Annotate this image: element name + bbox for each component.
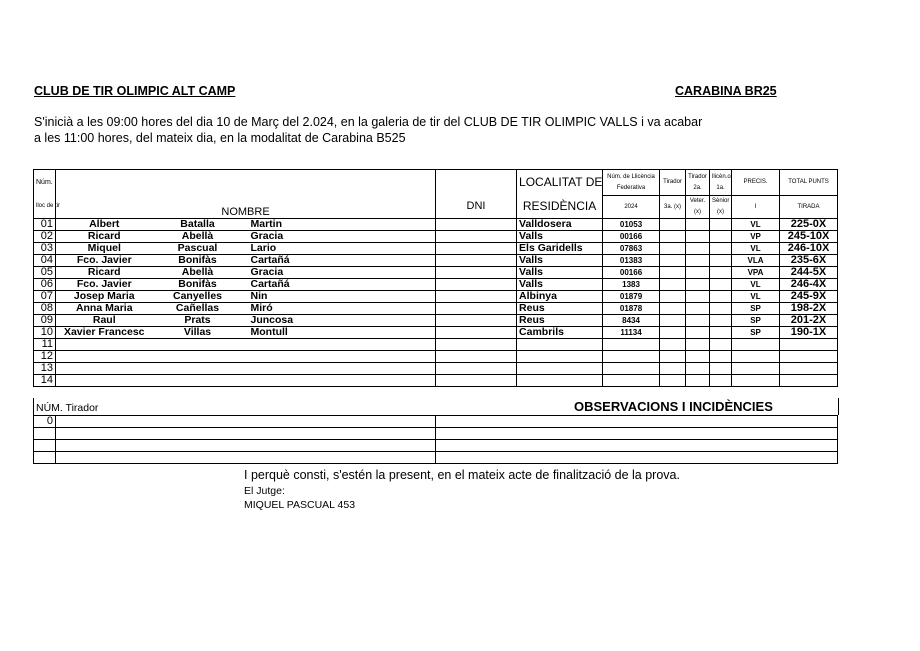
table-row: [34, 231, 838, 243]
row-first-name: Ricard: [56, 267, 153, 279]
observation-shooter: [56, 428, 436, 440]
intro-line-1: S'inicià a les 09:00 hores del dia 10 de Març del 2.024, en la galeria de tir del CLUB DE TIR OLIMPIC VALLS i va acabar: [34, 115, 703, 129]
row-points: [780, 375, 838, 387]
row-num: 12: [34, 351, 56, 363]
table-row: [34, 219, 838, 231]
row-cat-veter: [686, 327, 710, 339]
row-precision: [732, 351, 780, 363]
row-cat-3a: [660, 231, 686, 243]
row-cat-3a: [660, 219, 686, 231]
row-precision: VLA: [732, 255, 780, 267]
row-cat-veter: [686, 291, 710, 303]
observation-shooter: [56, 452, 436, 464]
observation-shooter: [56, 440, 436, 452]
row-num: 01: [34, 219, 56, 231]
observation-num: [34, 452, 56, 464]
row-cat-senior: [710, 243, 732, 255]
row-cat-3a: [660, 375, 686, 387]
modality-title: CARABINA BR25: [675, 84, 777, 98]
row-cat-senior: [710, 279, 732, 291]
row-license: 1383: [603, 279, 660, 291]
row-surname-2: Gracia: [243, 231, 436, 243]
row-cat-senior: [710, 351, 732, 363]
row-precision: VL: [732, 279, 780, 291]
row-first-name: Fco. Javier: [56, 279, 153, 291]
table-row: [34, 327, 838, 339]
row-num: 03: [34, 243, 56, 255]
row-cat-veter: [686, 315, 710, 327]
row-cat-3a: [660, 327, 686, 339]
row-points: 245-10X: [780, 231, 838, 243]
observation-num: 0: [34, 416, 56, 428]
row-points: 190-1X: [780, 327, 838, 339]
row-town: Els Garidells: [517, 243, 603, 255]
row-num: 14: [34, 375, 56, 387]
observation-num: [34, 440, 56, 452]
row-surname-2: [243, 375, 436, 387]
table-row: [34, 267, 838, 279]
judge-name: MIQUEL PASCUAL 453: [244, 499, 356, 511]
observation-row: [34, 452, 838, 464]
header-row-1: [34, 170, 838, 196]
col-llicencia-bottom: 2024: [603, 196, 660, 219]
row-town: Valldosera: [517, 219, 603, 231]
row-first-name: Miquel: [56, 243, 153, 255]
row-points: [780, 351, 838, 363]
row-town: Cambrils: [517, 327, 603, 339]
row-surname-2: [243, 351, 436, 363]
row-surname-1: [153, 351, 243, 363]
col-precis-top: PRECIS.: [732, 170, 780, 196]
row-points: 244-5X: [780, 267, 838, 279]
observation-text: [436, 452, 838, 464]
row-first-name: [56, 363, 153, 375]
row-cat-senior: [710, 303, 732, 315]
row-num: 08: [34, 303, 56, 315]
row-cat-veter: [686, 267, 710, 279]
row-num: 05: [34, 267, 56, 279]
row-dni: [436, 219, 517, 231]
row-cat-3a: [660, 351, 686, 363]
row-precision: SP: [732, 327, 780, 339]
row-surname-2: Juncosa: [243, 315, 436, 327]
row-cat-3a: [660, 255, 686, 267]
row-first-name: [56, 375, 153, 387]
row-first-name: Josep Maria: [56, 291, 153, 303]
row-cat-veter: [686, 219, 710, 231]
row-surname-1: [153, 339, 243, 351]
row-surname-2: Lario: [243, 243, 436, 255]
row-precision: VPA: [732, 267, 780, 279]
results-table: [33, 169, 838, 387]
observation-row: [34, 440, 838, 452]
row-town: Reus: [517, 315, 603, 327]
row-cat-3a: [660, 339, 686, 351]
row-num: 06: [34, 279, 56, 291]
observations-table: [33, 415, 838, 464]
row-cat-veter: [686, 375, 710, 387]
row-cat-senior: [710, 315, 732, 327]
row-cat-senior: [710, 327, 732, 339]
row-precision: SP: [732, 303, 780, 315]
row-num: 11: [34, 339, 56, 351]
observations-label: NÚM. Tirador: [36, 402, 99, 414]
table-row: [34, 351, 838, 363]
row-cat-veter: [686, 243, 710, 255]
row-cat-senior: [710, 231, 732, 243]
observation-text: [436, 440, 838, 452]
table-row: [34, 279, 838, 291]
club-title: CLUB DE TIR OLIMPIC ALT CAMP: [34, 84, 236, 98]
row-cat-senior: [710, 375, 732, 387]
row-num: 07: [34, 291, 56, 303]
table-row: [34, 363, 838, 375]
row-surname-1: Villas: [153, 327, 243, 339]
row-town: Albinya: [517, 291, 603, 303]
row-license: 01053: [603, 219, 660, 231]
col-tirador2-top: Tirador 2a.: [686, 170, 710, 196]
row-points: [780, 339, 838, 351]
row-dni: [436, 375, 517, 387]
row-points: 201-2X: [780, 315, 838, 327]
row-dni: [436, 303, 517, 315]
table-row: [34, 255, 838, 267]
table-row: [34, 291, 838, 303]
row-cat-senior: [710, 339, 732, 351]
col-senior: Sènior (x): [710, 196, 732, 219]
row-surname-1: Abellà: [153, 231, 243, 243]
row-first-name: Anna Maria: [56, 303, 153, 315]
row-cat-veter: [686, 303, 710, 315]
row-precision: VL: [732, 219, 780, 231]
row-cat-senior: [710, 255, 732, 267]
row-town: Valls: [517, 279, 603, 291]
col-llicen-top: llicèn.o 1a.: [710, 170, 732, 196]
row-dni: [436, 267, 517, 279]
row-precision: VP: [732, 231, 780, 243]
row-cat-veter: [686, 339, 710, 351]
row-points: 245-9X: [780, 291, 838, 303]
observation-text: [436, 416, 838, 428]
row-license: [603, 375, 660, 387]
header-row-2: [34, 196, 838, 219]
row-points: 246-4X: [780, 279, 838, 291]
row-num: 13: [34, 363, 56, 375]
row-surname-1: Bonifàs: [153, 255, 243, 267]
row-town: [517, 351, 603, 363]
row-license: 07863: [603, 243, 660, 255]
row-license: [603, 351, 660, 363]
row-first-name: Ricard: [56, 231, 153, 243]
col-precis-bottom: I: [732, 196, 780, 219]
row-license: 11134: [603, 327, 660, 339]
row-surname-1: Pascual: [153, 243, 243, 255]
row-precision: SP: [732, 315, 780, 327]
row-first-name: Xavier Francesc: [56, 327, 153, 339]
col-dni-top: [436, 170, 517, 196]
col-nombre-top: [56, 170, 436, 196]
row-dni: [436, 291, 517, 303]
row-cat-3a: [660, 315, 686, 327]
row-dni: [436, 339, 517, 351]
intro-line-2: a les 11:00 hores, del mateix dia, en la modalitat de Carabina B525: [34, 131, 406, 145]
row-surname-1: Bonifàs: [153, 279, 243, 291]
row-points: 198-2X: [780, 303, 838, 315]
row-points: 246-10X: [780, 243, 838, 255]
row-town: Valls: [517, 255, 603, 267]
observations-title: OBSERVACIONS I INCIDÈNCIES: [574, 399, 773, 414]
row-town: Valls: [517, 231, 603, 243]
table-row: [34, 375, 838, 387]
row-precision: VL: [732, 291, 780, 303]
col-num-bottom: lloc de tir: [34, 196, 56, 219]
row-town: Reus: [517, 303, 603, 315]
table-row: [34, 315, 838, 327]
observation-text: [436, 428, 838, 440]
row-license: 01878: [603, 303, 660, 315]
row-cat-senior: [710, 267, 732, 279]
row-cat-3a: [660, 267, 686, 279]
row-cat-veter: [686, 351, 710, 363]
row-town: [517, 375, 603, 387]
row-surname-1: Batalla: [153, 219, 243, 231]
row-dni: [436, 255, 517, 267]
row-first-name: Albert: [56, 219, 153, 231]
row-surname-2: [243, 339, 436, 351]
col-sa: 3a. (x): [660, 196, 686, 219]
row-cat-veter: [686, 279, 710, 291]
row-num: 10: [34, 327, 56, 339]
col-tirador-top: Tirador: [660, 170, 686, 196]
row-dni: [436, 231, 517, 243]
row-num: 04: [34, 255, 56, 267]
col-localitat-top: LOCALITAT DE: [517, 170, 603, 196]
row-license: 00166: [603, 231, 660, 243]
col-localitat-bottom: RESIDÈNCIA: [517, 196, 603, 219]
row-cat-3a: [660, 243, 686, 255]
observation-num: [34, 428, 56, 440]
row-surname-2: [243, 363, 436, 375]
row-cat-3a: [660, 363, 686, 375]
row-first-name: [56, 339, 153, 351]
row-cat-senior: [710, 291, 732, 303]
row-surname-1: Prats: [153, 315, 243, 327]
row-town: [517, 363, 603, 375]
row-surname-1: [153, 375, 243, 387]
judge-label: El Jutge:: [244, 485, 285, 497]
row-cat-senior: [710, 219, 732, 231]
row-num: 02: [34, 231, 56, 243]
table-row: [34, 303, 838, 315]
row-surname-2: Nin: [243, 291, 436, 303]
row-num: 09: [34, 315, 56, 327]
row-town: [517, 339, 603, 351]
col-dni: DNI: [436, 196, 517, 219]
row-license: 01383: [603, 255, 660, 267]
row-first-name: Fco. Javier: [56, 255, 153, 267]
row-first-name: Raul: [56, 315, 153, 327]
row-precision: [732, 339, 780, 351]
row-precision: VL: [732, 243, 780, 255]
row-license: 00166: [603, 267, 660, 279]
col-llicencia-top: Núm. de Llicència Federativa: [603, 170, 660, 196]
row-surname-2: Martin: [243, 219, 436, 231]
table-row: [34, 243, 838, 255]
closing-statement: I perquè consti, s'estén la present, en el mateix acte de finalització de la prova.: [244, 468, 680, 482]
row-license: [603, 339, 660, 351]
row-cat-veter: [686, 255, 710, 267]
row-surname-1: Canyelles: [153, 291, 243, 303]
row-points: 235-6X: [780, 255, 838, 267]
row-cat-3a: [660, 291, 686, 303]
row-dni: [436, 315, 517, 327]
row-surname-2: Cartañá: [243, 255, 436, 267]
row-cat-3a: [660, 303, 686, 315]
row-precision: [732, 363, 780, 375]
col-nombre: NOMBRE: [56, 196, 436, 219]
observation-row: [34, 428, 838, 440]
row-license: 8434: [603, 315, 660, 327]
row-dni: [436, 279, 517, 291]
row-surname-2: Gracia: [243, 267, 436, 279]
row-license: [603, 363, 660, 375]
row-cat-veter: [686, 231, 710, 243]
row-precision: [732, 375, 780, 387]
col-total-bottom: TIRADA: [780, 196, 838, 219]
row-surname-1: Cañellas: [153, 303, 243, 315]
table-row: [34, 339, 838, 351]
row-license: 01879: [603, 291, 660, 303]
col-num-top: Núm.: [34, 170, 56, 196]
row-surname-2: Cartañá: [243, 279, 436, 291]
row-dni: [436, 351, 517, 363]
col-veter: Veter. (x): [686, 196, 710, 219]
observations-header: [33, 398, 839, 415]
row-surname-1: Abellà: [153, 267, 243, 279]
row-surname-2: Miró: [243, 303, 436, 315]
row-dni: [436, 363, 517, 375]
observation-shooter: [56, 416, 436, 428]
row-points: [780, 363, 838, 375]
row-dni: [436, 243, 517, 255]
row-points: 225-0X: [780, 219, 838, 231]
row-cat-veter: [686, 363, 710, 375]
row-surname-2: Montull: [243, 327, 436, 339]
row-surname-1: [153, 363, 243, 375]
row-cat-3a: [660, 279, 686, 291]
row-town: Valls: [517, 267, 603, 279]
row-dni: [436, 327, 517, 339]
col-total-top: TOTAL PUNTS: [780, 170, 838, 196]
observation-row: [34, 416, 838, 428]
row-cat-senior: [710, 363, 732, 375]
row-first-name: [56, 351, 153, 363]
